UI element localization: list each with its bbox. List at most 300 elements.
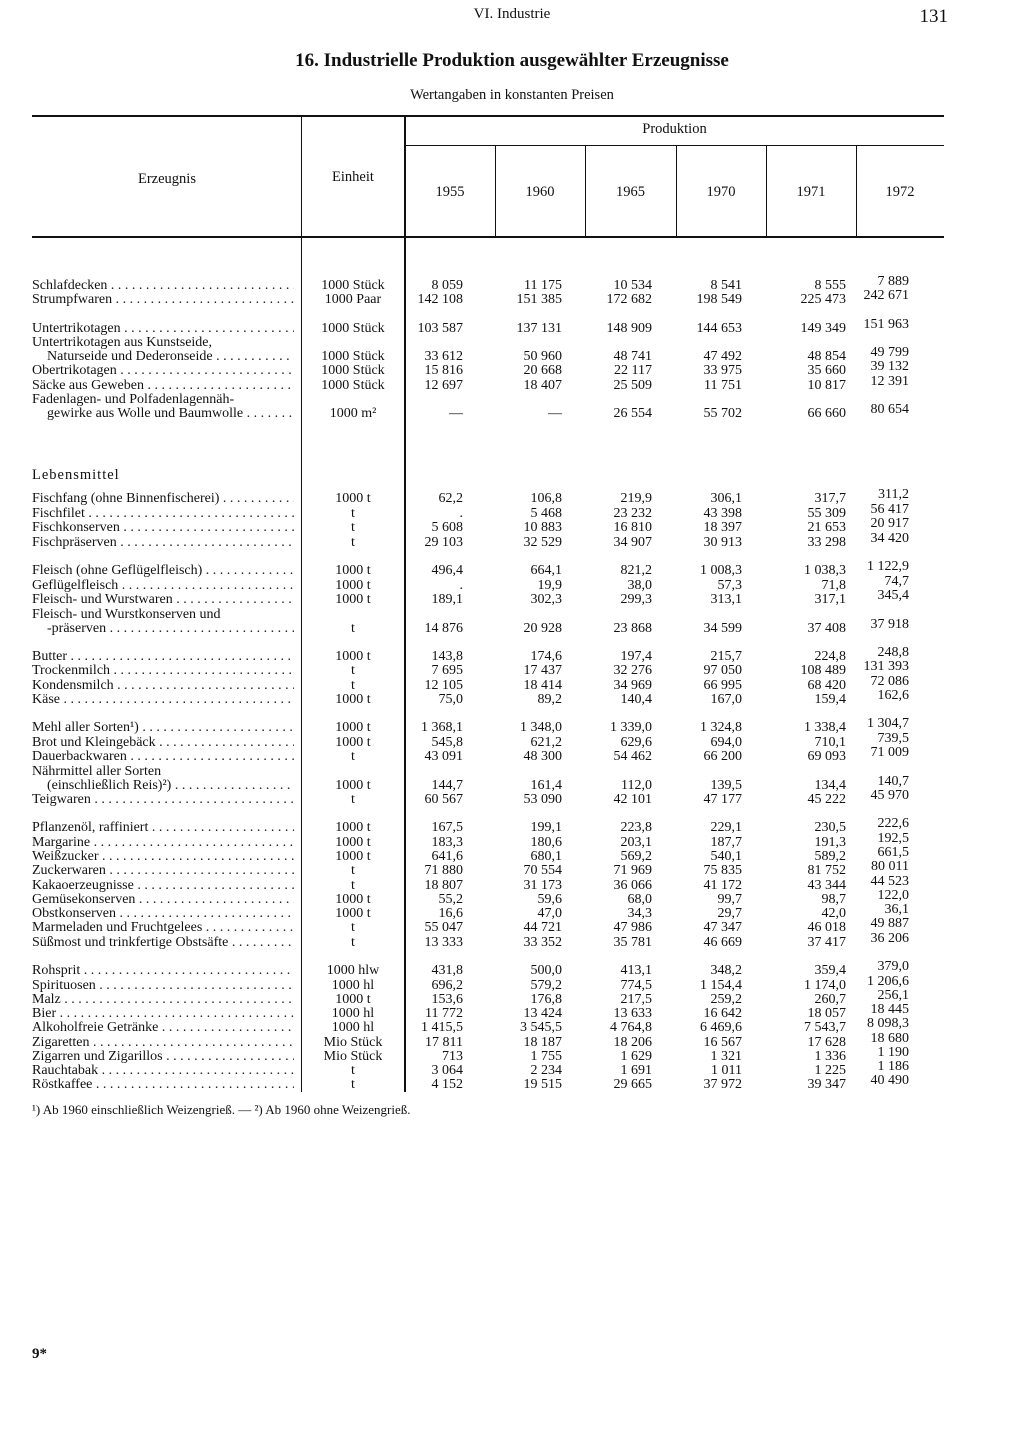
value-cell-1972: 256,1 xyxy=(877,988,909,1003)
value-cell-1955: 33 612 xyxy=(424,349,463,364)
product-name: Rohsprit . . . xyxy=(32,964,294,978)
value-cell-1972: 37 918 xyxy=(870,617,909,632)
value-cell-1965: 1 691 xyxy=(620,1063,652,1078)
table-subtitle: Wertangaben in konstanten Preisen xyxy=(410,87,614,103)
value-cell-1970: 34 599 xyxy=(703,621,742,636)
product-name: Fleisch- und Wurstkonserven und xyxy=(32,608,221,622)
value-cell-1971: 149 349 xyxy=(800,321,846,336)
value-cell-1971: 1 038,3 xyxy=(804,563,846,578)
value-cell-1960: 500,0 xyxy=(530,963,562,978)
product-name: Süßmost und trinkfertige Obstsäfte . . . xyxy=(32,936,294,950)
value-cell-1965: 34,3 xyxy=(627,906,652,921)
value-cell-1965: 774,5 xyxy=(620,978,652,993)
unit-cell: 1000 t xyxy=(335,491,371,506)
product-name: Säcke aus Geweben . . . xyxy=(32,379,294,393)
value-cell-1955: 1 368,1 xyxy=(421,720,463,735)
value-cell-1971: 1 174,0 xyxy=(804,978,846,993)
unit-cell: 1000 t xyxy=(335,592,371,607)
signature-mark: 9* xyxy=(32,1346,47,1362)
value-cell-1970: 313,1 xyxy=(710,592,742,607)
table-row xyxy=(0,745,1024,764)
product-name: Röstkaffee . . . xyxy=(32,1078,294,1092)
value-cell-1971: 191,3 xyxy=(814,835,846,850)
value-cell-1971: 10 817 xyxy=(807,378,846,393)
value-cell-1965: 34 969 xyxy=(613,678,652,693)
value-cell-1955: 18 807 xyxy=(424,878,463,893)
value-cell-1970: 259,2 xyxy=(710,992,742,1007)
value-cell-1971: 21 653 xyxy=(807,520,846,535)
value-cell-1960: 10 883 xyxy=(523,520,562,535)
product-name: Untertrikotagen . . . xyxy=(32,322,294,336)
value-cell-1971: 1 336 xyxy=(814,1049,846,1064)
value-cell-1960: 174,6 xyxy=(530,649,562,664)
footnote: ¹) Ab 1960 einschließlich Weizengrieß. — ²) Ab 1960 ohne Weizengrieß. xyxy=(32,1102,411,1117)
value-cell-1955: — xyxy=(449,406,463,421)
value-cell-1971: 230,5 xyxy=(814,820,846,835)
value-cell-1971: 134,4 xyxy=(814,778,846,793)
value-cell-1970: 66 995 xyxy=(703,678,742,693)
value-cell-1965: 629,6 xyxy=(620,735,652,750)
value-cell-1970: 1 011 xyxy=(711,1063,742,1078)
value-cell-1965: 71 969 xyxy=(613,863,652,878)
product-name: Fischkonserven . . . xyxy=(32,521,294,535)
value-cell-1972: 36 206 xyxy=(870,931,909,946)
value-cell-1972: 18 445 xyxy=(870,1002,909,1017)
value-cell-1970: 43 398 xyxy=(703,506,742,521)
unit-cell: t xyxy=(351,920,355,935)
table-row xyxy=(0,931,1024,950)
value-cell-1971: 317,1 xyxy=(814,592,846,607)
product-name: Teigwaren . . . xyxy=(32,793,294,807)
value-cell-1970: 47 177 xyxy=(703,792,742,807)
value-cell-1955: 16,6 xyxy=(438,906,463,921)
unit-cell: 1000 hl xyxy=(331,1020,375,1035)
value-cell-1971: 359,4 xyxy=(814,963,846,978)
table-top-rule xyxy=(32,115,944,117)
value-cell-1965: 10 534 xyxy=(613,278,652,293)
value-cell-1965: 23 868 xyxy=(613,621,652,636)
value-cell-1960: 48 300 xyxy=(523,749,562,764)
value-cell-1971: 48 854 xyxy=(807,349,846,364)
value-cell-1972: 49 887 xyxy=(870,916,909,931)
value-cell-1971: 45 222 xyxy=(807,792,846,807)
product-name: Kondensmilch . . . xyxy=(32,679,294,693)
unit-cell: 1000 t xyxy=(335,563,371,578)
value-cell-1960: 44 721 xyxy=(523,920,562,935)
value-cell-1971: 1 225 xyxy=(814,1063,846,1078)
value-cell-1965: 821,2 xyxy=(620,563,652,578)
value-cell-1971: 710,1 xyxy=(814,735,846,750)
product-name: Nährmittel aller Sorten xyxy=(32,765,162,779)
value-cell-1970: 46 669 xyxy=(703,935,742,950)
value-cell-1972: 1 206,6 xyxy=(867,974,909,989)
header-bottom-rule xyxy=(32,236,944,238)
unit-cell: 1000 t xyxy=(335,892,371,907)
value-cell-1960: 19 515 xyxy=(523,1077,562,1092)
value-cell-1972: 242 671 xyxy=(863,288,909,303)
value-cell-1960: 621,2 xyxy=(530,735,562,750)
value-cell-1972: 80 654 xyxy=(870,402,909,417)
value-cell-1955: 8 059 xyxy=(431,278,463,293)
value-cell-1960: 18 407 xyxy=(523,378,562,393)
value-cell-1972: 71 009 xyxy=(870,745,909,760)
value-cell-1955: 153,6 xyxy=(431,992,463,1007)
product-name: gewirke aus Wolle und Baumwolle . . . xyxy=(47,407,294,421)
value-cell-1965: 4 764,8 xyxy=(610,1020,652,1035)
value-cell-1971: 8 555 xyxy=(814,278,846,293)
value-cell-1955: 62,2 xyxy=(438,491,463,506)
table-row xyxy=(0,788,1024,807)
product-name: Bier . . . xyxy=(32,1007,294,1021)
value-cell-1960: 17 437 xyxy=(523,663,562,678)
value-cell-1970: 11 751 xyxy=(704,378,742,393)
value-cell-1955: 5 608 xyxy=(431,520,463,535)
value-cell-1960: 47,0 xyxy=(537,906,562,921)
value-cell-1960: 70 554 xyxy=(523,863,562,878)
value-cell-1970: 37 972 xyxy=(703,1077,742,1092)
value-cell-1971: 43 344 xyxy=(807,878,846,893)
product-name: Zuckerwaren . . . xyxy=(32,864,294,878)
unit-cell: 1000 t xyxy=(335,906,371,921)
unit-cell: 1000 Stück xyxy=(321,363,385,378)
unit-cell: t xyxy=(351,663,355,678)
product-name: Geflügelfleisch . . . xyxy=(32,579,294,593)
product-name: Weißzucker . . . xyxy=(32,850,294,864)
value-cell-1955: 55 047 xyxy=(424,920,463,935)
value-cell-1972: 7 889 xyxy=(877,274,909,289)
value-cell-1971: 39 347 xyxy=(807,1077,846,1092)
unit-cell: Mio Stück xyxy=(323,1049,383,1064)
value-cell-1955: 14 876 xyxy=(424,621,463,636)
value-cell-1970: 694,0 xyxy=(710,735,742,750)
product-name: Rauchtabak . . . xyxy=(32,1064,294,1078)
value-cell-1971: 225 473 xyxy=(800,292,846,307)
value-cell-1960: 18 414 xyxy=(523,678,562,693)
value-cell-1970: 540,1 xyxy=(710,849,742,864)
product-name: Brot und Kleingebäck . . . xyxy=(32,736,294,750)
table-row xyxy=(0,402,1024,421)
value-cell-1965: 1 339,0 xyxy=(610,720,652,735)
value-cell-1971: 7 543,7 xyxy=(804,1020,846,1035)
value-cell-1955: 4 152 xyxy=(431,1077,463,1092)
unit-cell: 1000 t xyxy=(335,849,371,864)
value-cell-1965: 219,9 xyxy=(620,491,652,506)
value-cell-1972: 379,0 xyxy=(877,959,909,974)
value-cell-1972: 80 011 xyxy=(871,859,909,874)
value-cell-1955: 103 587 xyxy=(417,321,463,336)
value-cell-1972: 12 391 xyxy=(870,374,909,389)
value-cell-1960: 664,1 xyxy=(530,563,562,578)
value-cell-1960: — xyxy=(548,406,562,421)
production-rule xyxy=(405,145,944,146)
value-cell-1970: 97 050 xyxy=(703,663,742,678)
value-cell-1965: 42 101 xyxy=(613,792,652,807)
value-cell-1960: 3 545,5 xyxy=(520,1020,562,1035)
value-cell-1960: 11 175 xyxy=(524,278,562,293)
value-cell-1971: 71,8 xyxy=(821,578,846,593)
value-cell-1971: 35 660 xyxy=(807,363,846,378)
value-cell-1971: 260,7 xyxy=(814,992,846,1007)
unit-cell: 1000 t xyxy=(335,778,371,793)
value-cell-1965: 299,3 xyxy=(620,592,652,607)
value-cell-1970: 1 324,8 xyxy=(700,720,742,735)
unit-cell: 1000 Paar xyxy=(324,292,382,307)
value-cell-1955: 15 816 xyxy=(424,363,463,378)
value-cell-1955: 43 091 xyxy=(424,749,463,764)
value-cell-1960: 180,6 xyxy=(530,835,562,850)
unit-cell: t xyxy=(351,935,355,950)
product-name: Naturseide und Dederonseide . . . xyxy=(47,350,294,364)
col-header-production: Produktion xyxy=(642,121,707,137)
value-cell-1960: 59,6 xyxy=(537,892,562,907)
value-cell-1970: 198 549 xyxy=(696,292,742,307)
value-cell-1965: 36 066 xyxy=(613,878,652,893)
value-cell-1972: 72 086 xyxy=(870,674,909,689)
value-cell-1955: 143,8 xyxy=(431,649,463,664)
value-cell-1970: 139,5 xyxy=(710,778,742,793)
table-row xyxy=(0,317,1024,336)
col-header-year: 1971 xyxy=(796,184,826,200)
value-cell-1970: 215,7 xyxy=(710,649,742,664)
value-cell-1971: 55 309 xyxy=(807,506,846,521)
value-cell-1970: 229,1 xyxy=(710,820,742,835)
value-cell-1970: 6 469,6 xyxy=(700,1020,742,1035)
value-cell-1970: 306,1 xyxy=(710,491,742,506)
value-cell-1965: 35 781 xyxy=(613,935,652,950)
product-name: Malz . . . xyxy=(32,993,294,1007)
value-cell-1965: 217,5 xyxy=(620,992,652,1007)
product-name: Obertrikotagen . . . xyxy=(32,364,294,378)
value-cell-1965: 54 462 xyxy=(613,749,652,764)
value-cell-1960: 106,8 xyxy=(530,491,562,506)
unit-cell: 1000 t xyxy=(335,820,371,835)
table-row xyxy=(0,531,1024,550)
value-cell-1971: 108 489 xyxy=(800,663,846,678)
value-cell-1972: 222,6 xyxy=(877,816,909,831)
value-cell-1960: 199,1 xyxy=(530,820,562,835)
product-name: Zigaretten . . . xyxy=(32,1036,294,1050)
product-name: Käse . . . xyxy=(32,693,294,707)
value-cell-1955: 431,8 xyxy=(431,963,463,978)
value-cell-1971: 69 093 xyxy=(807,749,846,764)
unit-cell: t xyxy=(351,678,355,693)
value-cell-1955: 183,3 xyxy=(431,835,463,850)
value-cell-1971: 68 420 xyxy=(807,678,846,693)
value-cell-1965: 29 665 xyxy=(613,1077,652,1092)
value-cell-1955: 496,4 xyxy=(431,563,463,578)
value-cell-1965: 172 682 xyxy=(606,292,652,307)
value-cell-1972: 34 420 xyxy=(870,531,909,546)
value-cell-1955: 144,7 xyxy=(431,778,463,793)
product-name: Alkoholfreie Getränke . . . xyxy=(32,1021,294,1035)
unit-cell: t xyxy=(351,520,355,535)
product-name: Obstkonserven . . . xyxy=(32,907,294,921)
value-cell-1960: 161,4 xyxy=(530,778,562,793)
value-cell-1972: 1 122,9 xyxy=(867,559,909,574)
product-name: Marmeladen und Fruchtgelees . . . xyxy=(32,921,294,935)
unit-cell: 1000 t xyxy=(335,835,371,850)
value-cell-1971: 81 752 xyxy=(807,863,846,878)
value-cell-1965: 18 206 xyxy=(613,1035,652,1050)
table-row xyxy=(0,688,1024,707)
value-cell-1972: 36,1 xyxy=(884,902,909,917)
value-cell-1970: 47 492 xyxy=(703,349,742,364)
product-name: Fleisch- und Wurstwaren . . . xyxy=(32,593,294,607)
value-cell-1965: 203,1 xyxy=(620,835,652,850)
value-cell-1960: 50 960 xyxy=(523,349,562,364)
value-cell-1965: 68,0 xyxy=(627,892,652,907)
value-cell-1972: 131 393 xyxy=(863,659,909,674)
value-cell-1955: 545,8 xyxy=(431,735,463,750)
product-name: Trockenmilch . . . xyxy=(32,664,294,678)
unit-cell: t xyxy=(351,1077,355,1092)
table-row xyxy=(0,374,1024,393)
value-cell-1965: 1 629 xyxy=(620,1049,652,1064)
value-cell-1955: 29 103 xyxy=(424,535,463,550)
value-cell-1970: 30 913 xyxy=(703,535,742,550)
product-name: Schlafdecken . . . xyxy=(32,279,294,293)
product-name: Butter . . . xyxy=(32,650,294,664)
value-cell-1965: 13 633 xyxy=(613,1006,652,1021)
value-cell-1960: 680,1 xyxy=(530,849,562,864)
unit-cell: t xyxy=(351,878,355,893)
unit-cell: 1000 t xyxy=(335,649,371,664)
value-cell-1955: 142 108 xyxy=(417,292,463,307)
col-header-year: 1960 xyxy=(525,184,555,200)
value-cell-1970: 66 200 xyxy=(703,749,742,764)
value-cell-1971: 37 417 xyxy=(807,935,846,950)
value-cell-1960: 13 424 xyxy=(523,1006,562,1021)
unit-cell: 1000 t xyxy=(335,992,371,1007)
value-cell-1955: 3 064 xyxy=(431,1063,463,1078)
value-cell-1955: . xyxy=(459,506,463,521)
value-cell-1972: 56 417 xyxy=(870,502,909,517)
unit-cell: 1000 m² xyxy=(329,406,377,421)
value-cell-1955: 75,0 xyxy=(438,692,463,707)
value-cell-1972: 192,5 xyxy=(877,831,909,846)
value-cell-1972: 74,7 xyxy=(884,574,909,589)
value-cell-1960: 5 468 xyxy=(530,506,562,521)
product-name: Dauerbackwaren . . . xyxy=(32,750,294,764)
value-cell-1955: 17 811 xyxy=(425,1035,463,1050)
value-cell-1972: 1 304,7 xyxy=(867,716,909,731)
col-header-product: Erzeugnis xyxy=(138,171,196,187)
value-cell-1972: 162,6 xyxy=(877,688,909,703)
value-cell-1972: 122,0 xyxy=(877,888,909,903)
unit-cell: 1000 Stück xyxy=(321,278,385,293)
running-head: VI. Industrie xyxy=(473,6,551,22)
value-cell-1972: 1 190 xyxy=(877,1045,909,1060)
unit-cell: 1000 Stück xyxy=(321,321,385,336)
value-cell-1965: 32 276 xyxy=(613,663,652,678)
value-cell-1965: 140,4 xyxy=(620,692,652,707)
product-name: Fleisch (ohne Geflügelfleisch) . . . xyxy=(32,564,294,578)
col-header-year: 1955 xyxy=(435,184,465,200)
value-cell-1971: 46 018 xyxy=(807,920,846,935)
value-cell-1971: 42,0 xyxy=(821,906,846,921)
value-cell-1955: 11 772 xyxy=(425,1006,463,1021)
product-name: Pflanzenöl, raffiniert . . . xyxy=(32,821,294,835)
product-name: -präserven . . . xyxy=(47,622,294,636)
col-header-unit: Einheit xyxy=(332,169,374,185)
value-cell-1965: 34 907 xyxy=(613,535,652,550)
value-cell-1965: 26 554 xyxy=(613,406,652,421)
value-cell-1971: 159,4 xyxy=(814,692,846,707)
unit-cell: t xyxy=(351,1063,355,1078)
value-cell-1955: 12 697 xyxy=(424,378,463,393)
value-cell-1960: 2 234 xyxy=(530,1063,562,1078)
value-cell-1970: 99,7 xyxy=(717,892,742,907)
value-cell-1970: 57,3 xyxy=(717,578,742,593)
table-row xyxy=(0,617,1024,636)
value-cell-1971: 17 628 xyxy=(807,1035,846,1050)
value-cell-1965: 16 810 xyxy=(613,520,652,535)
value-cell-1965: 112,0 xyxy=(621,778,652,793)
table-row xyxy=(0,588,1024,607)
unit-cell: 1000 hl xyxy=(331,1006,375,1021)
table-row xyxy=(0,1073,1024,1092)
value-cell-1970: 8 541 xyxy=(710,278,742,293)
value-cell-1960: 1 348,0 xyxy=(520,720,562,735)
product-name: Fischfang (ohne Binnenfischerei) . . . xyxy=(32,492,294,506)
value-cell-1960: 20 928 xyxy=(523,621,562,636)
unit-cell: Mio Stück xyxy=(323,1035,383,1050)
unit-cell: 1000 t xyxy=(335,735,371,750)
value-cell-1955: 55,2 xyxy=(438,892,463,907)
value-cell-1972: 40 490 xyxy=(870,1073,909,1088)
group-header-food: Lebensmittel xyxy=(32,467,120,483)
value-cell-1971: 37 408 xyxy=(807,621,846,636)
value-cell-1972: 140,7 xyxy=(877,774,909,789)
value-cell-1972: 345,4 xyxy=(877,588,909,603)
value-cell-1960: 19,9 xyxy=(537,578,562,593)
value-cell-1970: 75 835 xyxy=(703,863,742,878)
value-cell-1955: 167,5 xyxy=(431,820,463,835)
value-cell-1970: 1 321 xyxy=(710,1049,742,1064)
value-cell-1955: 71 880 xyxy=(424,863,463,878)
value-cell-1965: 47 986 xyxy=(613,920,652,935)
unit-cell: t xyxy=(351,792,355,807)
value-cell-1972: 20 917 xyxy=(870,516,909,531)
unit-cell: t xyxy=(351,506,355,521)
value-cell-1970: 1 008,3 xyxy=(700,563,742,578)
value-cell-1970: 33 975 xyxy=(703,363,742,378)
value-cell-1960: 137 131 xyxy=(516,321,562,336)
value-cell-1972: 39 132 xyxy=(870,359,909,374)
product-name: Untertrikotagen aus Kunstseide, xyxy=(32,336,213,350)
value-cell-1971: 33 298 xyxy=(807,535,846,550)
value-cell-1955: 12 105 xyxy=(424,678,463,693)
unit-cell: 1000 t xyxy=(335,692,371,707)
value-cell-1965: 48 741 xyxy=(613,349,652,364)
product-name: (einschließlich Reis)²) . . . xyxy=(47,779,294,793)
product-name: Zigarren und Zigarillos . . . xyxy=(32,1050,294,1064)
value-cell-1965: 22 117 xyxy=(614,363,652,378)
unit-cell: t xyxy=(351,863,355,878)
product-name: Gemüsekonserven . . . xyxy=(32,893,294,907)
value-cell-1972: 311,2 xyxy=(878,487,909,502)
value-cell-1970: 187,7 xyxy=(710,835,742,850)
value-cell-1960: 53 090 xyxy=(523,792,562,807)
unit-cell: t xyxy=(351,535,355,550)
unit-cell: t xyxy=(351,621,355,636)
value-cell-1965: 569,2 xyxy=(620,849,652,864)
col-header-year: 1965 xyxy=(616,184,645,200)
value-cell-1965: 25 509 xyxy=(613,378,652,393)
value-cell-1971: 66 660 xyxy=(807,406,846,421)
value-cell-1972: 661,5 xyxy=(877,845,909,860)
value-cell-1970: 348,2 xyxy=(710,963,742,978)
